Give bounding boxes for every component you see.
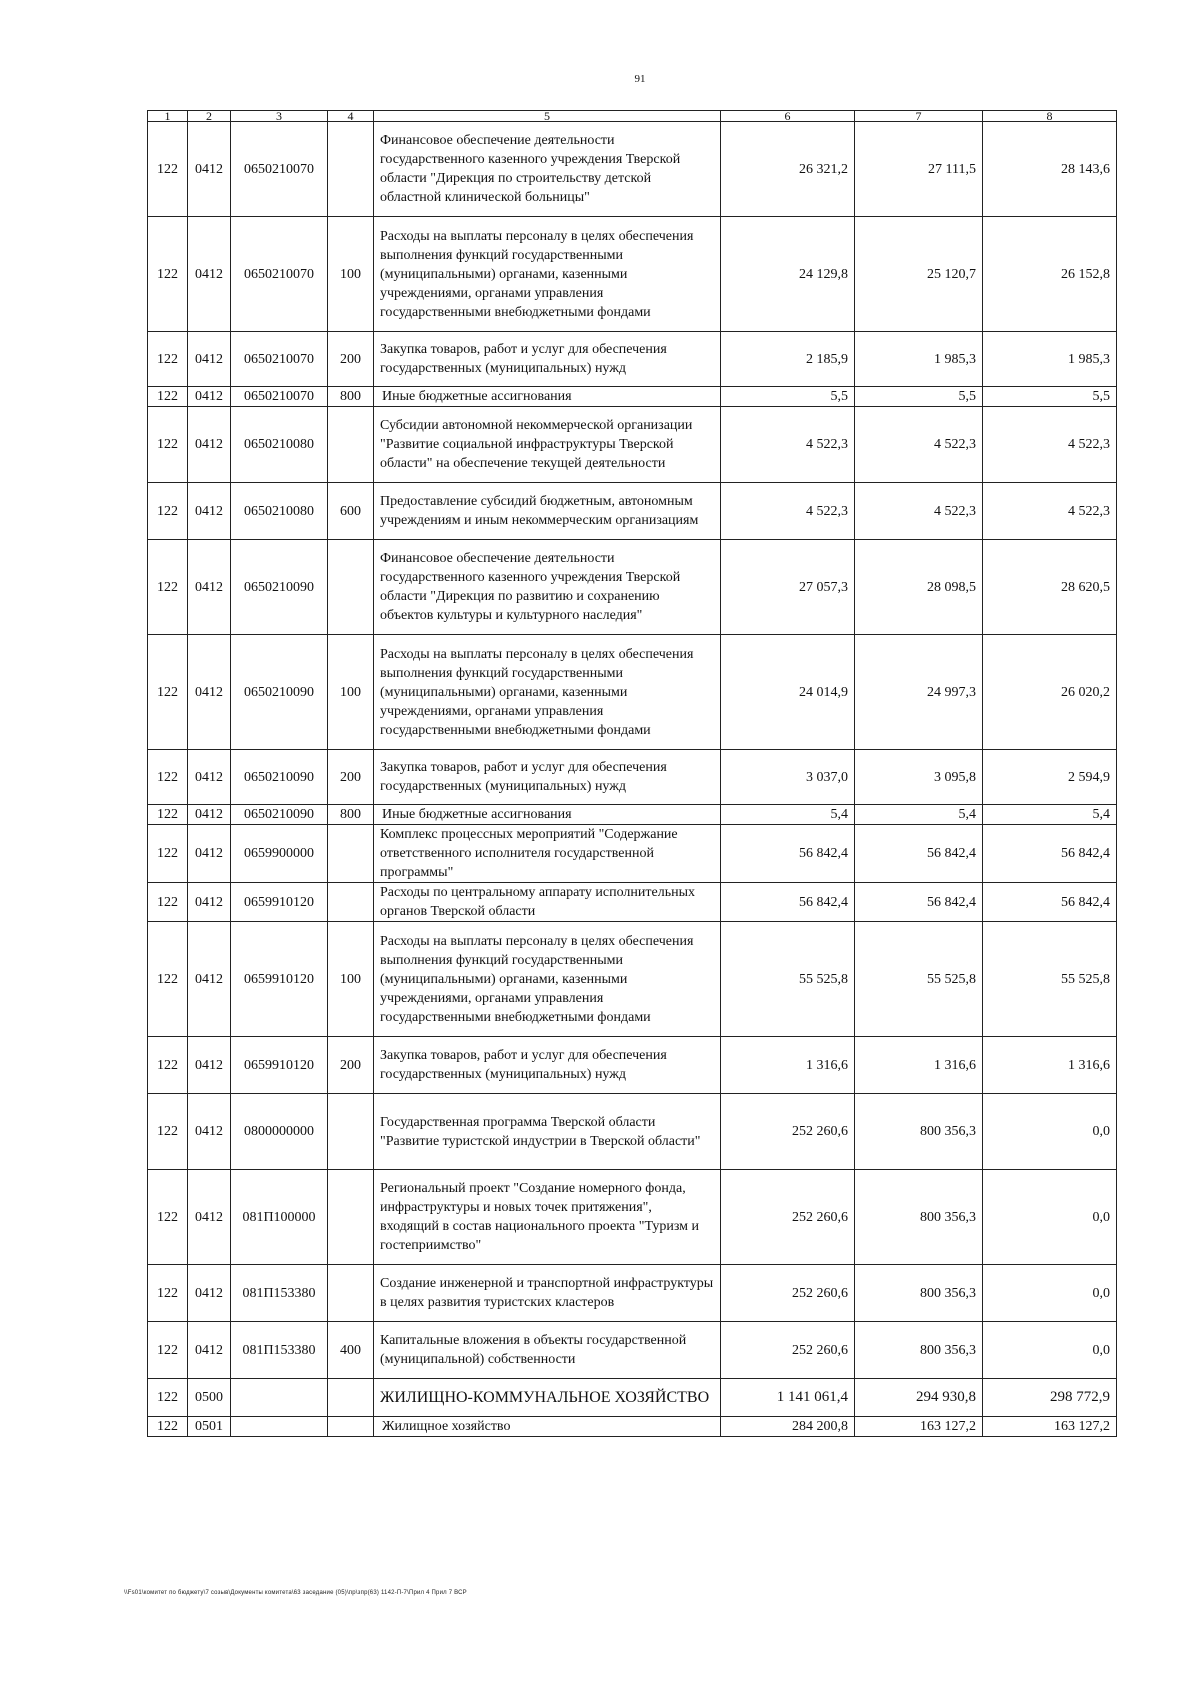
- cell-amount-year2: 56 842,4: [855, 825, 983, 883]
- cell-target-code: 081П153380: [231, 1322, 328, 1379]
- cell-section-code: 0412: [188, 825, 231, 883]
- cell-target-code: 0650210090: [231, 750, 328, 805]
- cell-code-admin: 122: [148, 1037, 188, 1094]
- cell-target-code: 0650210070: [231, 387, 328, 407]
- table-row: [148, 122, 1117, 217]
- cell-code-admin: 122: [148, 483, 188, 540]
- table-row: [148, 1417, 1117, 1437]
- cell-target-code: 0650210090: [231, 635, 328, 750]
- cell-code-admin: 122: [148, 922, 188, 1037]
- cell-target-code: 0800000000: [231, 1094, 328, 1170]
- cell-expense-type: [328, 825, 374, 883]
- cell-section-code: 0412: [188, 122, 231, 217]
- cell-code-admin: 122: [148, 1379, 188, 1417]
- cell-target-code: [231, 1379, 328, 1417]
- cell-target-code: 0650210090: [231, 805, 328, 825]
- cell-amount-year2: 5,5: [855, 387, 983, 407]
- cell-target-code: 0650210070: [231, 217, 328, 332]
- cell-amount-year1: 2 185,9: [721, 332, 855, 387]
- cell-code-admin: 122: [148, 1170, 188, 1265]
- cell-section-code: 0412: [188, 883, 231, 922]
- cell-expense-type: 200: [328, 332, 374, 387]
- cell-amount-year1: 252 260,6: [721, 1094, 855, 1170]
- column-header: 8: [983, 111, 1117, 122]
- table-row: [148, 332, 1117, 387]
- cell-expense-type: 100: [328, 217, 374, 332]
- cell-target-code: [231, 1417, 328, 1437]
- cell-amount-year2: 56 842,4: [855, 883, 983, 922]
- cell-expense-type: 600: [328, 483, 374, 540]
- cell-amount-year1: 27 057,3: [721, 540, 855, 635]
- cell-amount-year3: 4 522,3: [983, 483, 1117, 540]
- cell-amount-year2: 27 111,5: [855, 122, 983, 217]
- table-header-row: [148, 111, 1117, 122]
- cell-expense-type: 200: [328, 750, 374, 805]
- cell-code-admin: 122: [148, 1265, 188, 1322]
- cell-code-admin: 122: [148, 805, 188, 825]
- cell-amount-year2: 800 356,3: [855, 1265, 983, 1322]
- cell-code-admin: 122: [148, 387, 188, 407]
- cell-code-admin: 122: [148, 883, 188, 922]
- cell-amount-year1: 55 525,8: [721, 922, 855, 1037]
- cell-code-admin: 122: [148, 1094, 188, 1170]
- cell-description: Региональный проект "Создание номерного фонда, инфраструктуры и новых точек притяжения", входящий в состав национального проекта "Туризм и гостеприимство": [374, 1170, 721, 1265]
- cell-code-admin: 122: [148, 825, 188, 883]
- cell-expense-type: 100: [328, 922, 374, 1037]
- cell-code-admin: 122: [148, 750, 188, 805]
- cell-code-admin: 122: [148, 217, 188, 332]
- cell-amount-year1: 1 141 061,4: [721, 1379, 855, 1417]
- cell-amount-year3: 1 985,3: [983, 332, 1117, 387]
- cell-amount-year1: 56 842,4: [721, 825, 855, 883]
- cell-amount-year1: 4 522,3: [721, 483, 855, 540]
- table-row: [148, 387, 1117, 407]
- cell-target-code: 081П100000: [231, 1170, 328, 1265]
- cell-expense-type: 100: [328, 635, 374, 750]
- cell-description: Государственная программа Тверской области "Развитие туристской индустрии в Тверской области": [374, 1094, 721, 1170]
- cell-section-code: 0412: [188, 1037, 231, 1094]
- cell-amount-year3: 298 772,9: [983, 1379, 1117, 1417]
- cell-expense-type: [328, 1094, 374, 1170]
- cell-amount-year2: 1 316,6: [855, 1037, 983, 1094]
- cell-amount-year3: 5,5: [983, 387, 1117, 407]
- cell-amount-year1: 26 321,2: [721, 122, 855, 217]
- cell-amount-year3: 55 525,8: [983, 922, 1117, 1037]
- cell-section-code: 0500: [188, 1379, 231, 1417]
- cell-amount-year3: 28 620,5: [983, 540, 1117, 635]
- cell-expense-type: 200: [328, 1037, 374, 1094]
- cell-description: Расходы на выплаты персоналу в целях обеспечения выполнения функций государственными (муниципальными) органами, казенными учреждениями, органами управления государственными внебюджетными фондами: [374, 217, 721, 332]
- cell-description: Расходы на выплаты персоналу в целях обеспечения выполнения функций государственными (муниципальными) органами, казенными учреждениями, органами управления государственными внебюджетными фондами: [374, 922, 721, 1037]
- cell-expense-type: 800: [328, 805, 374, 825]
- cell-amount-year2: 3 095,8: [855, 750, 983, 805]
- cell-amount-year2: 294 930,8: [855, 1379, 983, 1417]
- cell-expense-type: [328, 883, 374, 922]
- cell-amount-year2: 1 985,3: [855, 332, 983, 387]
- cell-amount-year3: 163 127,2: [983, 1417, 1117, 1437]
- cell-section-code: 0412: [188, 1170, 231, 1265]
- table-row: [148, 883, 1117, 922]
- cell-amount-year2: 4 522,3: [855, 483, 983, 540]
- cell-expense-type: 800: [328, 387, 374, 407]
- cell-section-code: 0412: [188, 387, 231, 407]
- cell-amount-year3: 4 522,3: [983, 407, 1117, 483]
- page-number: 91: [634, 73, 646, 85]
- cell-amount-year3: 0,0: [983, 1322, 1117, 1379]
- cell-description: Финансовое обеспечение деятельности государственного казенного учреждения Тверской области "Дирекция по строительству детской областной клинической больницы": [374, 122, 721, 217]
- cell-section-code: 0412: [188, 805, 231, 825]
- cell-description: Финансовое обеспечение деятельности государственного казенного учреждения Тверской области "Дирекция по развитию и сохранению объектов культуры и культурного наследия": [374, 540, 721, 635]
- column-header: 6: [721, 111, 855, 122]
- cell-target-code: 0659900000: [231, 825, 328, 883]
- cell-amount-year3: 26 020,2: [983, 635, 1117, 750]
- cell-description: Предоставление субсидий бюджетным, автономным учреждениям и иным некоммерческим организациям: [374, 483, 721, 540]
- cell-section-code: 0412: [188, 407, 231, 483]
- cell-code-admin: 122: [148, 122, 188, 217]
- table-row: [148, 407, 1117, 483]
- cell-amount-year3: 1 316,6: [983, 1037, 1117, 1094]
- cell-description: Расходы по центральному аппарату исполнительных органов Тверской области: [374, 883, 721, 922]
- cell-target-code: 081П153380: [231, 1265, 328, 1322]
- cell-amount-year1: 252 260,6: [721, 1265, 855, 1322]
- column-header: 1: [148, 111, 188, 122]
- table-row: [148, 750, 1117, 805]
- cell-amount-year2: 800 356,3: [855, 1094, 983, 1170]
- cell-section-code: 0412: [188, 332, 231, 387]
- footer-file-path: \\Fs01\комитет по бюджету\7 созыв\Документы комитета\63 заседание (05)\пр\зпр(63) 1142-П-7\Прил 4 Прил 7 ВСР: [124, 1590, 467, 1596]
- cell-section-code: 0412: [188, 483, 231, 540]
- column-header: 2: [188, 111, 231, 122]
- cell-amount-year2: 25 120,7: [855, 217, 983, 332]
- cell-description: Закупка товаров, работ и услуг для обеспечения государственных (муниципальных) нужд: [374, 332, 721, 387]
- cell-description: Иные бюджетные ассигнования: [374, 805, 721, 825]
- cell-amount-year1: 5,4: [721, 805, 855, 825]
- cell-expense-type: [328, 1265, 374, 1322]
- cell-section-code: 0412: [188, 1265, 231, 1322]
- cell-target-code: 0650210080: [231, 483, 328, 540]
- cell-expense-type: [328, 1170, 374, 1265]
- cell-amount-year3: 56 842,4: [983, 883, 1117, 922]
- table-row: [148, 540, 1117, 635]
- cell-code-admin: 122: [148, 635, 188, 750]
- table-row: [148, 805, 1117, 825]
- cell-amount-year1: 3 037,0: [721, 750, 855, 805]
- cell-description: ЖИЛИЩНО-КОММУНАЛЬНОЕ ХОЗЯЙСТВО: [374, 1379, 721, 1417]
- cell-expense-type: 400: [328, 1322, 374, 1379]
- table-row: [148, 825, 1117, 883]
- cell-amount-year1: 1 316,6: [721, 1037, 855, 1094]
- cell-description: Создание инженерной и транспортной инфраструктуры в целях развития туристских кластеров: [374, 1265, 721, 1322]
- cell-description: Жилищное хозяйство: [374, 1417, 721, 1437]
- table-row: [148, 1094, 1117, 1170]
- table-row: [148, 922, 1117, 1037]
- cell-amount-year3: 0,0: [983, 1265, 1117, 1322]
- cell-amount-year1: 24 014,9: [721, 635, 855, 750]
- table-row: [148, 1322, 1117, 1379]
- cell-amount-year3: 26 152,8: [983, 217, 1117, 332]
- cell-section-code: 0412: [188, 750, 231, 805]
- cell-amount-year1: 4 522,3: [721, 407, 855, 483]
- cell-section-code: 0501: [188, 1417, 231, 1437]
- cell-amount-year1: 252 260,6: [721, 1170, 855, 1265]
- cell-section-code: 0412: [188, 217, 231, 332]
- cell-description: Капитальные вложения в объекты государственной (муниципальной) собственности: [374, 1322, 721, 1379]
- cell-description: Закупка товаров, работ и услуг для обеспечения государственных (муниципальных) нужд: [374, 1037, 721, 1094]
- budget-table: [147, 110, 1117, 1437]
- cell-expense-type: [328, 1417, 374, 1437]
- cell-amount-year2: 55 525,8: [855, 922, 983, 1037]
- cell-amount-year3: 5,4: [983, 805, 1117, 825]
- cell-description: Иные бюджетные ассигнования: [374, 387, 721, 407]
- table-row: [148, 1265, 1117, 1322]
- table-row: [148, 1037, 1117, 1094]
- cell-section-code: 0412: [188, 1094, 231, 1170]
- cell-amount-year2: 24 997,3: [855, 635, 983, 750]
- cell-code-admin: 122: [148, 1417, 188, 1437]
- table-row: [148, 217, 1117, 332]
- cell-amount-year2: 28 098,5: [855, 540, 983, 635]
- cell-amount-year2: 5,4: [855, 805, 983, 825]
- cell-section-code: 0412: [188, 922, 231, 1037]
- cell-code-admin: 122: [148, 540, 188, 635]
- column-header: 4: [328, 111, 374, 122]
- cell-amount-year2: 800 356,3: [855, 1170, 983, 1265]
- cell-description: Закупка товаров, работ и услуг для обеспечения государственных (муниципальных) нужд: [374, 750, 721, 805]
- column-header: 7: [855, 111, 983, 122]
- cell-section-code: 0412: [188, 635, 231, 750]
- cell-code-admin: 122: [148, 332, 188, 387]
- cell-expense-type: [328, 122, 374, 217]
- cell-expense-type: [328, 407, 374, 483]
- cell-code-admin: 122: [148, 407, 188, 483]
- table-row: [148, 483, 1117, 540]
- cell-target-code: 0650210090: [231, 540, 328, 635]
- cell-target-code: 0650210070: [231, 332, 328, 387]
- cell-expense-type: [328, 1379, 374, 1417]
- cell-expense-type: [328, 540, 374, 635]
- table-row: [148, 635, 1117, 750]
- cell-target-code: 0650210070: [231, 122, 328, 217]
- cell-amount-year1: 252 260,6: [721, 1322, 855, 1379]
- cell-amount-year1: 284 200,8: [721, 1417, 855, 1437]
- column-header: 3: [231, 111, 328, 122]
- cell-amount-year2: 800 356,3: [855, 1322, 983, 1379]
- cell-target-code: 0659910120: [231, 1037, 328, 1094]
- cell-description: Комплекс процессных мероприятий "Содержание ответственного исполнителя государственной программы": [374, 825, 721, 883]
- table-row: [148, 1379, 1117, 1417]
- column-header: 5: [374, 111, 721, 122]
- cell-section-code: 0412: [188, 1322, 231, 1379]
- cell-amount-year1: 56 842,4: [721, 883, 855, 922]
- cell-description: Субсидии автономной некоммерческой организации "Развитие социальной инфраструктуры Тверской области" на обеспечение текущей деятельности: [374, 407, 721, 483]
- cell-amount-year3: 2 594,9: [983, 750, 1117, 805]
- cell-amount-year1: 5,5: [721, 387, 855, 407]
- table-row: [148, 1170, 1117, 1265]
- cell-code-admin: 122: [148, 1322, 188, 1379]
- cell-amount-year2: 163 127,2: [855, 1417, 983, 1437]
- cell-target-code: 0659910120: [231, 883, 328, 922]
- cell-target-code: 0650210080: [231, 407, 328, 483]
- cell-amount-year1: 24 129,8: [721, 217, 855, 332]
- cell-description: Расходы на выплаты персоналу в целях обеспечения выполнения функций государственными (муниципальными) органами, казенными учреждениями, органами управления государственными внебюджетными фондами: [374, 635, 721, 750]
- cell-amount-year3: 0,0: [983, 1094, 1117, 1170]
- cell-amount-year3: 28 143,6: [983, 122, 1117, 217]
- cell-target-code: 0659910120: [231, 922, 328, 1037]
- cell-section-code: 0412: [188, 540, 231, 635]
- cell-amount-year3: 0,0: [983, 1170, 1117, 1265]
- cell-amount-year3: 56 842,4: [983, 825, 1117, 883]
- cell-amount-year2: 4 522,3: [855, 407, 983, 483]
